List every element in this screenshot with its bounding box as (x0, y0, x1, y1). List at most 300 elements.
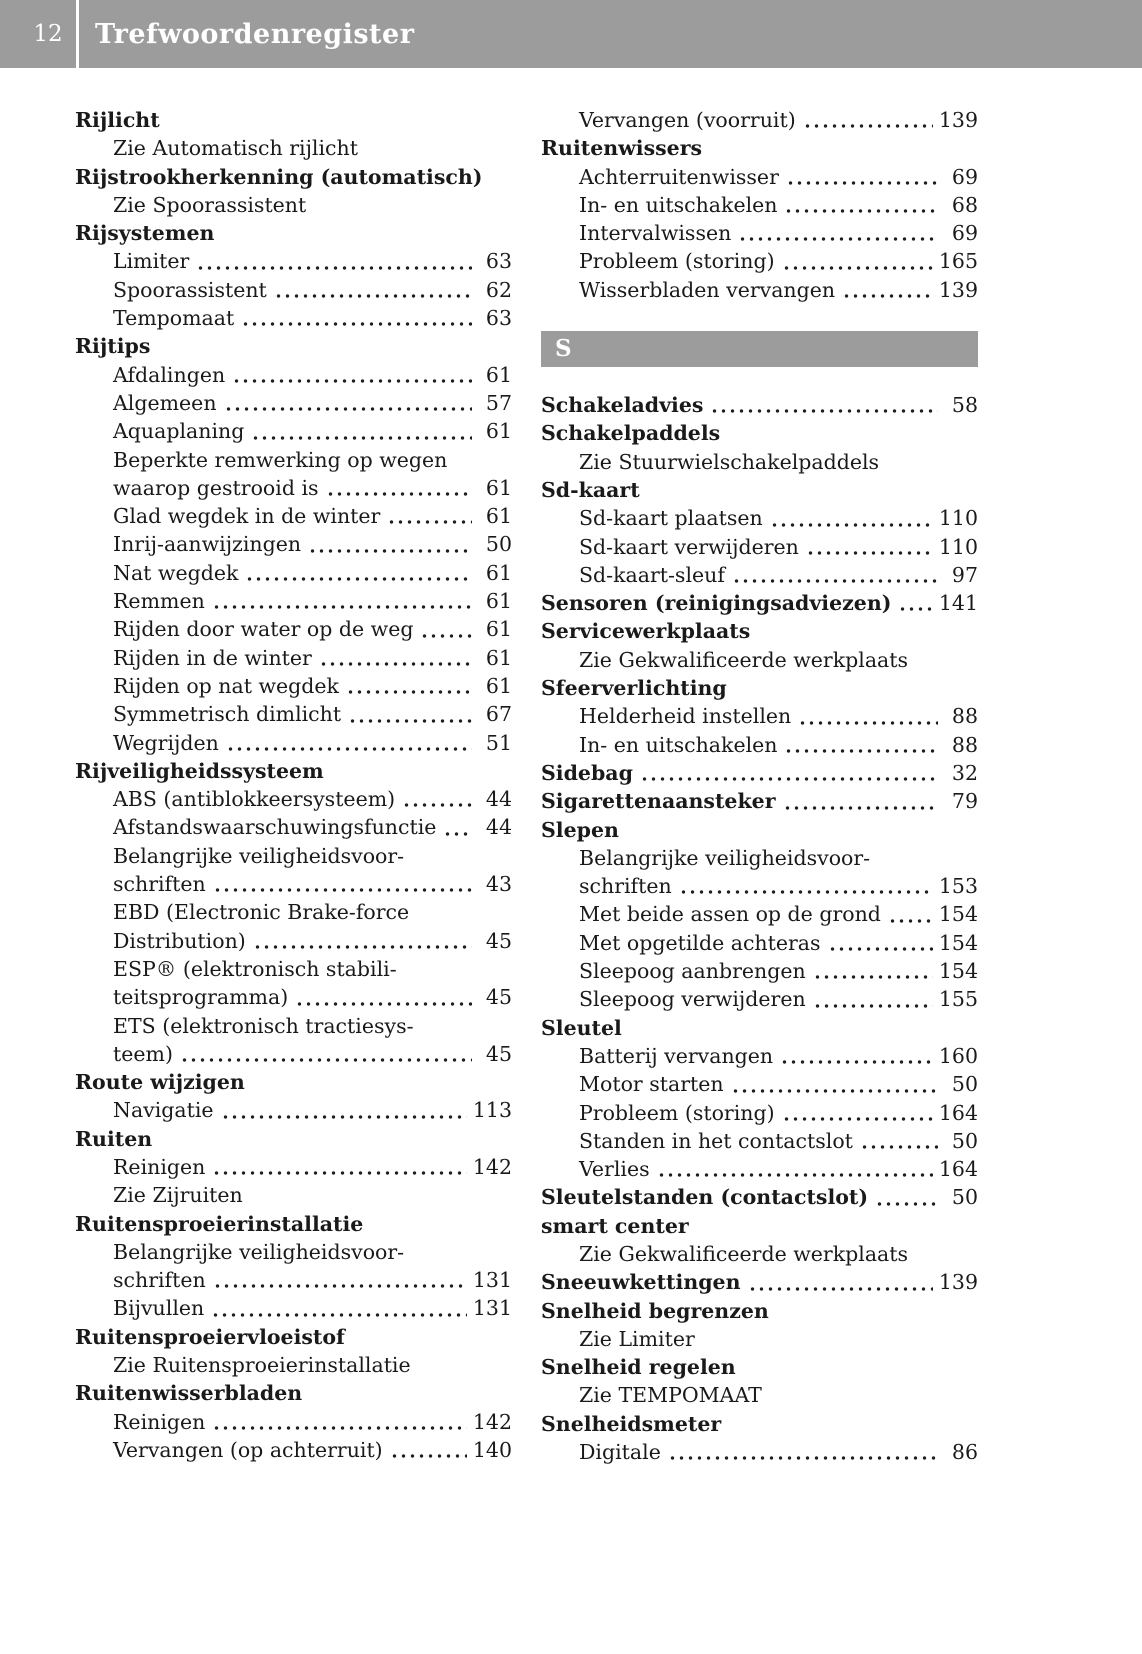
entry-label: Inrij-aanwijzingen (113, 532, 302, 557)
entry-continuation (75, 955, 512, 983)
entry-label: Reinigen (113, 1409, 206, 1434)
page-title: Trefwoordenregister (95, 18, 415, 50)
index-entry (541, 1353, 978, 1381)
entry-label: Route wijzigen (75, 1070, 245, 1095)
page-number: 164 (938, 1100, 978, 1125)
entry-label: Met beide assen op de grond (579, 902, 881, 927)
dot-leader (668, 1456, 938, 1460)
dot-leader (402, 803, 472, 807)
entry-label: Belangrijke veiligheidsvoor- (113, 1239, 405, 1264)
entry-label: Spoorassistent (113, 277, 267, 302)
entry-label: Bijvullen (113, 1296, 205, 1321)
entry-label: Remmen (113, 589, 205, 614)
dot-leader (842, 294, 933, 298)
page-number-indicator: 12 (33, 21, 63, 47)
see-reference (541, 448, 978, 476)
index-entry (541, 759, 978, 787)
index-subentry (75, 927, 512, 955)
index-entry (541, 134, 978, 162)
entry-label: Schakelpaddels (541, 421, 721, 446)
page-number: 160 (938, 1043, 978, 1068)
entry-label: In- en uitschakelen (579, 192, 778, 217)
entry-label: Snelheidsmeter (541, 1411, 722, 1436)
page-number: 142 (472, 1154, 512, 1179)
entry-label: Belangrijke veiligheidsvoor- (113, 843, 405, 868)
index-subentry (75, 247, 512, 275)
dot-leader (784, 749, 938, 753)
index-entry (75, 1323, 512, 1351)
entry-continuation (75, 1238, 512, 1266)
dot-leader (443, 832, 472, 836)
index-entry (541, 1014, 978, 1042)
index-subentry (75, 1294, 512, 1322)
dot-leader (308, 549, 472, 553)
page-number: 43 (485, 872, 512, 897)
entry-label: Sigarettenaansteker (541, 789, 776, 814)
dot-leader (679, 890, 933, 894)
dot-leader (784, 209, 938, 213)
entry-label: Limiter (113, 249, 190, 274)
dot-leader (898, 607, 932, 611)
entry-label: In- en uitschakelen (579, 732, 778, 757)
see-reference (541, 1240, 978, 1268)
index-subentry (541, 561, 978, 589)
entry-label: Symmetrisch dimlicht (113, 702, 342, 727)
dot-leader (813, 1004, 933, 1008)
entry-label: Wegrijden (113, 730, 219, 755)
dot-leader (782, 1117, 933, 1121)
entry-label: Snelheid regelen (541, 1355, 736, 1380)
index-subentry (75, 276, 512, 304)
entry-label: Sneeuwkettingen (541, 1270, 741, 1295)
index-subentry (75, 1153, 512, 1181)
page-number: 154 (938, 959, 978, 984)
dot-leader (803, 124, 933, 128)
index-subentry (75, 502, 512, 530)
entry-label: Sleutel (541, 1015, 622, 1040)
entry-label: Sfeerverlichting (541, 676, 727, 701)
entry-label: Sleutelstanden (contactslot) (541, 1185, 869, 1210)
entry-label: Snelheid begrenzen (541, 1298, 769, 1323)
index-subentry (541, 957, 978, 985)
dot-leader (813, 975, 933, 979)
entry-label: Batterij vervangen (579, 1043, 774, 1068)
index-subentry (541, 247, 978, 275)
index-subentry (75, 389, 512, 417)
entry-label: Sensoren (reinigingsadviezen) (541, 591, 892, 616)
index-subentry (75, 729, 512, 757)
index-entry (75, 1379, 512, 1407)
index-subentry (541, 163, 978, 191)
entry-label: Rijden in de winter (113, 645, 312, 670)
entry-label: ESP® (elektronisch stabili- (113, 956, 397, 981)
entry-label: smart center (541, 1213, 689, 1238)
entry-label: Distribution) (113, 928, 246, 953)
index-subentry (75, 559, 512, 587)
dot-leader (212, 605, 472, 609)
entry-continuation (541, 844, 978, 872)
index-subentry (75, 587, 512, 615)
dot-leader (211, 1313, 467, 1317)
index-subentry (75, 474, 512, 502)
see-reference (541, 1381, 978, 1409)
dot-leader (710, 409, 938, 413)
page-number: 153 (938, 874, 978, 899)
page-number: 97 (951, 562, 978, 587)
index-subentry (541, 106, 978, 134)
entry-continuation (75, 446, 512, 474)
page-number: 140 (472, 1437, 512, 1462)
dot-leader (221, 1115, 467, 1119)
entry-label: Verlies (579, 1157, 650, 1182)
index-subentry (541, 702, 978, 730)
see-reference (75, 134, 512, 162)
page-number: 113 (472, 1098, 512, 1123)
dot-leader (196, 266, 472, 270)
entry-label: Belangrijke veiligheidsvoor- (579, 845, 871, 870)
page-number: 141 (938, 591, 978, 616)
dot-leader (806, 551, 933, 555)
entry-label: Motor starten (579, 1072, 724, 1097)
index-subentry (75, 1436, 512, 1464)
dot-leader (888, 919, 933, 923)
dot-leader (770, 523, 933, 527)
entry-label: Wisserbladen vervangen (579, 277, 836, 302)
index-entry (541, 1410, 978, 1438)
dot-leader (732, 579, 938, 583)
index-subentry (541, 1099, 978, 1127)
entry-label: Rijstrookherkenning (automatisch) (75, 164, 483, 189)
entry-label: ABS (antiblokkeersysteem) (113, 787, 396, 812)
entry-label: Vervangen (voorruit) (579, 108, 796, 132)
page-number: 164 (938, 1157, 978, 1182)
dot-leader (783, 806, 938, 810)
page-number: 155 (938, 987, 978, 1012)
entry-label: Zie Stuurwielschakelpaddels (579, 449, 880, 474)
page-header (0, 0, 1142, 68)
index-entry (541, 419, 978, 447)
dot-leader (387, 520, 472, 524)
dot-leader (780, 1060, 933, 1064)
index-entry (541, 589, 978, 617)
entry-continuation (75, 842, 512, 870)
dot-leader (213, 1284, 467, 1288)
index-subentry (541, 1070, 978, 1098)
page-number: 110 (938, 534, 978, 559)
dot-leader (232, 379, 472, 383)
index-subentry (75, 785, 512, 813)
index-entry (541, 787, 978, 815)
dot-leader (253, 945, 472, 949)
entry-label: Navigatie (113, 1098, 214, 1123)
index-subentry (75, 361, 512, 389)
entry-label: Probleem (storing) (579, 1100, 775, 1125)
entry-label: Ruitensproeierinstallatie (75, 1211, 364, 1236)
dot-leader (798, 721, 938, 725)
entry-label: Zie Gekwalificeerde werkplaats (579, 647, 909, 672)
entry-continuation (75, 898, 512, 926)
page-number: 139 (938, 277, 978, 302)
page-number: 86 (951, 1440, 978, 1465)
index-entry (75, 163, 512, 191)
entry-label: Zie Limiter (579, 1326, 695, 1351)
entry-label: Tempomaat (113, 306, 235, 331)
index-entry (541, 674, 978, 702)
index-subentry (541, 504, 978, 532)
dot-leader (875, 1202, 938, 1206)
index-subentry (75, 615, 512, 643)
entry-label: Sleepoog aanbrengen (579, 959, 806, 984)
dot-leader (274, 294, 472, 298)
entry-label: Reinigen (113, 1154, 206, 1179)
entry-label: Ruitenwisserbladen (75, 1381, 303, 1406)
entry-label: Zie Zijruiten (113, 1183, 243, 1208)
entry-label: Zie TEMPOMAAT (579, 1383, 762, 1408)
page-number: 45 (485, 928, 512, 953)
index-entry (75, 1125, 512, 1153)
page-number: 62 (485, 277, 512, 302)
dot-leader (348, 719, 472, 723)
dot-leader (738, 237, 938, 241)
page-number: 61 (485, 589, 512, 614)
entry-label: Rijden op nat wegdek (113, 673, 339, 698)
entry-label: Rijveiligheidssysteem (75, 758, 324, 783)
index-subentry (75, 813, 512, 841)
entry-label: Servicewerkplaats (541, 619, 751, 644)
page-number: 139 (938, 1270, 978, 1295)
page-number: 61 (485, 617, 512, 642)
entry-label: EBD (Electronic Brake-force (113, 900, 410, 925)
page-number: 58 (951, 393, 978, 418)
entry-label: schriften (113, 1268, 206, 1293)
dot-leader (828, 947, 933, 951)
entry-label: Zie Automatisch rijlicht (113, 136, 358, 161)
page-number: 61 (485, 475, 512, 500)
entry-label: Helderheid instellen (579, 704, 792, 729)
page-number: 139 (938, 108, 978, 132)
dot-leader (420, 634, 472, 638)
index-entry (541, 816, 978, 844)
entry-label: Beperkte remwerking op wegen (113, 447, 448, 472)
index-subentry (75, 672, 512, 700)
dot-leader (226, 747, 472, 751)
entry-label: Sd-kaart (541, 477, 640, 502)
page-number: 61 (485, 419, 512, 444)
dot-leader (295, 1002, 472, 1006)
dot-leader (224, 407, 472, 411)
dot-leader (319, 662, 472, 666)
page-number: 57 (485, 390, 512, 415)
dot-leader (241, 322, 472, 326)
index-subentry (75, 417, 512, 445)
index-subentry (541, 276, 978, 304)
index-entry (75, 106, 512, 134)
page-number: 154 (938, 902, 978, 927)
entry-label: Zie Gekwalificeerde werkplaats (579, 1241, 909, 1266)
entry-label: Rijsystemen (75, 221, 215, 246)
page-number: 50 (951, 1185, 978, 1210)
entry-label: Afstandswaarschuwingsfunctie (113, 815, 437, 840)
entry-label: Rijlicht (75, 108, 160, 132)
index-column-left (75, 106, 512, 1464)
page-number: 88 (951, 704, 978, 729)
dot-leader (326, 492, 472, 496)
page-number: 61 (485, 362, 512, 387)
index-subentry (541, 219, 978, 247)
page-number: 165 (938, 249, 978, 274)
page-number: 32 (951, 760, 978, 785)
index-subentry (75, 304, 512, 332)
index-subentry (75, 644, 512, 672)
dot-leader (390, 1454, 467, 1458)
dot-leader (782, 266, 933, 270)
index-entry (75, 219, 512, 247)
page-number: 51 (485, 730, 512, 755)
page-number: 131 (472, 1268, 512, 1293)
page-number: 88 (951, 732, 978, 757)
dot-leader (213, 888, 472, 892)
page-number: 44 (485, 815, 512, 840)
entry-label: teitsprogramma) (113, 985, 289, 1010)
page-number: 61 (485, 673, 512, 698)
index-entry (75, 1210, 512, 1238)
index-subentry (541, 872, 978, 900)
see-reference (75, 1351, 512, 1379)
dot-leader (657, 1173, 933, 1177)
see-reference (75, 191, 512, 219)
section-header (541, 331, 978, 367)
index-subentry (75, 1040, 512, 1068)
index-column-right (541, 106, 978, 1466)
entry-label: Sd-kaart-sleuf (579, 562, 725, 587)
section-letter: S (555, 334, 572, 362)
page-number: 63 (485, 249, 512, 274)
index-entry (541, 617, 978, 645)
dot-leader (346, 690, 472, 694)
dot-leader (731, 1089, 938, 1093)
dot-leader (640, 777, 938, 781)
entry-label: Schakeladvies (541, 393, 704, 418)
entry-label: Sd-kaart plaatsen (579, 506, 763, 531)
header-divider (76, 0, 79, 68)
entry-label: Standen in het contactslot (579, 1128, 853, 1153)
index-entry (541, 1183, 978, 1211)
dot-leader (860, 1145, 938, 1149)
dot-leader (748, 1287, 933, 1291)
index-subentry (541, 1042, 978, 1070)
page-number: 142 (472, 1409, 512, 1434)
entry-label: Achterruitenwisser (579, 164, 779, 189)
entry-label: Digitale (579, 1440, 661, 1465)
see-reference (541, 646, 978, 674)
page-number: 79 (951, 789, 978, 814)
index-subentry (75, 983, 512, 1011)
entry-label: Sidebag (541, 760, 633, 785)
entry-label: Intervalwissen (579, 221, 732, 246)
page-number: 69 (951, 164, 978, 189)
page-number: 63 (485, 306, 512, 331)
page-number: 110 (938, 506, 978, 531)
index-subentry (75, 700, 512, 728)
dot-leader (180, 1058, 472, 1062)
page-number: 69 (951, 221, 978, 246)
dot-leader (786, 181, 938, 185)
entry-label: schriften (579, 874, 672, 899)
entry-label: Sleepoog verwijderen (579, 987, 806, 1012)
entry-label: Glad wegdek in de winter (113, 504, 381, 529)
page-number: 154 (938, 930, 978, 955)
index-entry (75, 332, 512, 360)
see-reference (75, 1181, 512, 1209)
entry-label: Algemeen (113, 390, 217, 415)
entry-label: Slepen (541, 817, 619, 842)
index-subentry (541, 985, 978, 1013)
index-subentry (541, 533, 978, 561)
page-number: 50 (951, 1128, 978, 1153)
entry-label: Afdalingen (113, 362, 226, 387)
entry-label: teem) (113, 1041, 173, 1066)
index-subentry (541, 900, 978, 928)
index-subentry (541, 731, 978, 759)
dot-leader (245, 577, 472, 581)
see-reference (541, 1325, 978, 1353)
index-subentry (541, 929, 978, 957)
index-entry (75, 757, 512, 785)
index-entry (541, 1297, 978, 1325)
entry-label: schriften (113, 872, 206, 897)
index-subentry (75, 1266, 512, 1294)
entry-label: Ruitenwissers (541, 136, 703, 161)
index-entry (541, 1212, 978, 1240)
entry-label: Rijden door water op de weg (113, 617, 414, 642)
index-entry (541, 476, 978, 504)
entry-label: waarop gestrooid is (113, 475, 319, 500)
index-entry (75, 1068, 512, 1096)
page-number: 44 (485, 787, 512, 812)
page-number: 68 (951, 192, 978, 217)
entry-label: Met opgetilde achteras (579, 930, 821, 955)
entry-label: Zie Spoorassistent (113, 192, 307, 217)
page-number: 50 (485, 532, 512, 557)
entry-label: Ruitensproeiervloeistof (75, 1324, 345, 1349)
entry-label: Ruiten (75, 1126, 153, 1151)
index-subentry (75, 870, 512, 898)
index-entry (541, 391, 978, 419)
page-number: 131 (472, 1296, 512, 1321)
page-number: 61 (485, 504, 512, 529)
page-number: 45 (485, 985, 512, 1010)
entry-label: Nat wegdek (113, 560, 239, 585)
entry-continuation (75, 1012, 512, 1040)
dot-leader (212, 1426, 467, 1430)
dot-leader (251, 436, 472, 440)
entry-label: Probleem (storing) (579, 249, 775, 274)
entry-label: Zie Ruitensproeierinstallatie (113, 1353, 411, 1378)
page-number: 67 (485, 702, 512, 727)
index-subentry (75, 1408, 512, 1436)
page-number: 61 (485, 560, 512, 585)
index-subentry (75, 1096, 512, 1124)
entry-label: Vervangen (op achterruit) (113, 1437, 383, 1462)
dot-leader (212, 1171, 467, 1175)
page-number: 61 (485, 645, 512, 670)
index-subentry (75, 530, 512, 558)
index-entry (541, 1268, 978, 1296)
index-subentry (541, 1127, 978, 1155)
entry-label: Sd-kaart verwijderen (579, 534, 799, 559)
index-subentry (541, 1438, 978, 1466)
entry-label: Aquaplaning (113, 419, 245, 444)
